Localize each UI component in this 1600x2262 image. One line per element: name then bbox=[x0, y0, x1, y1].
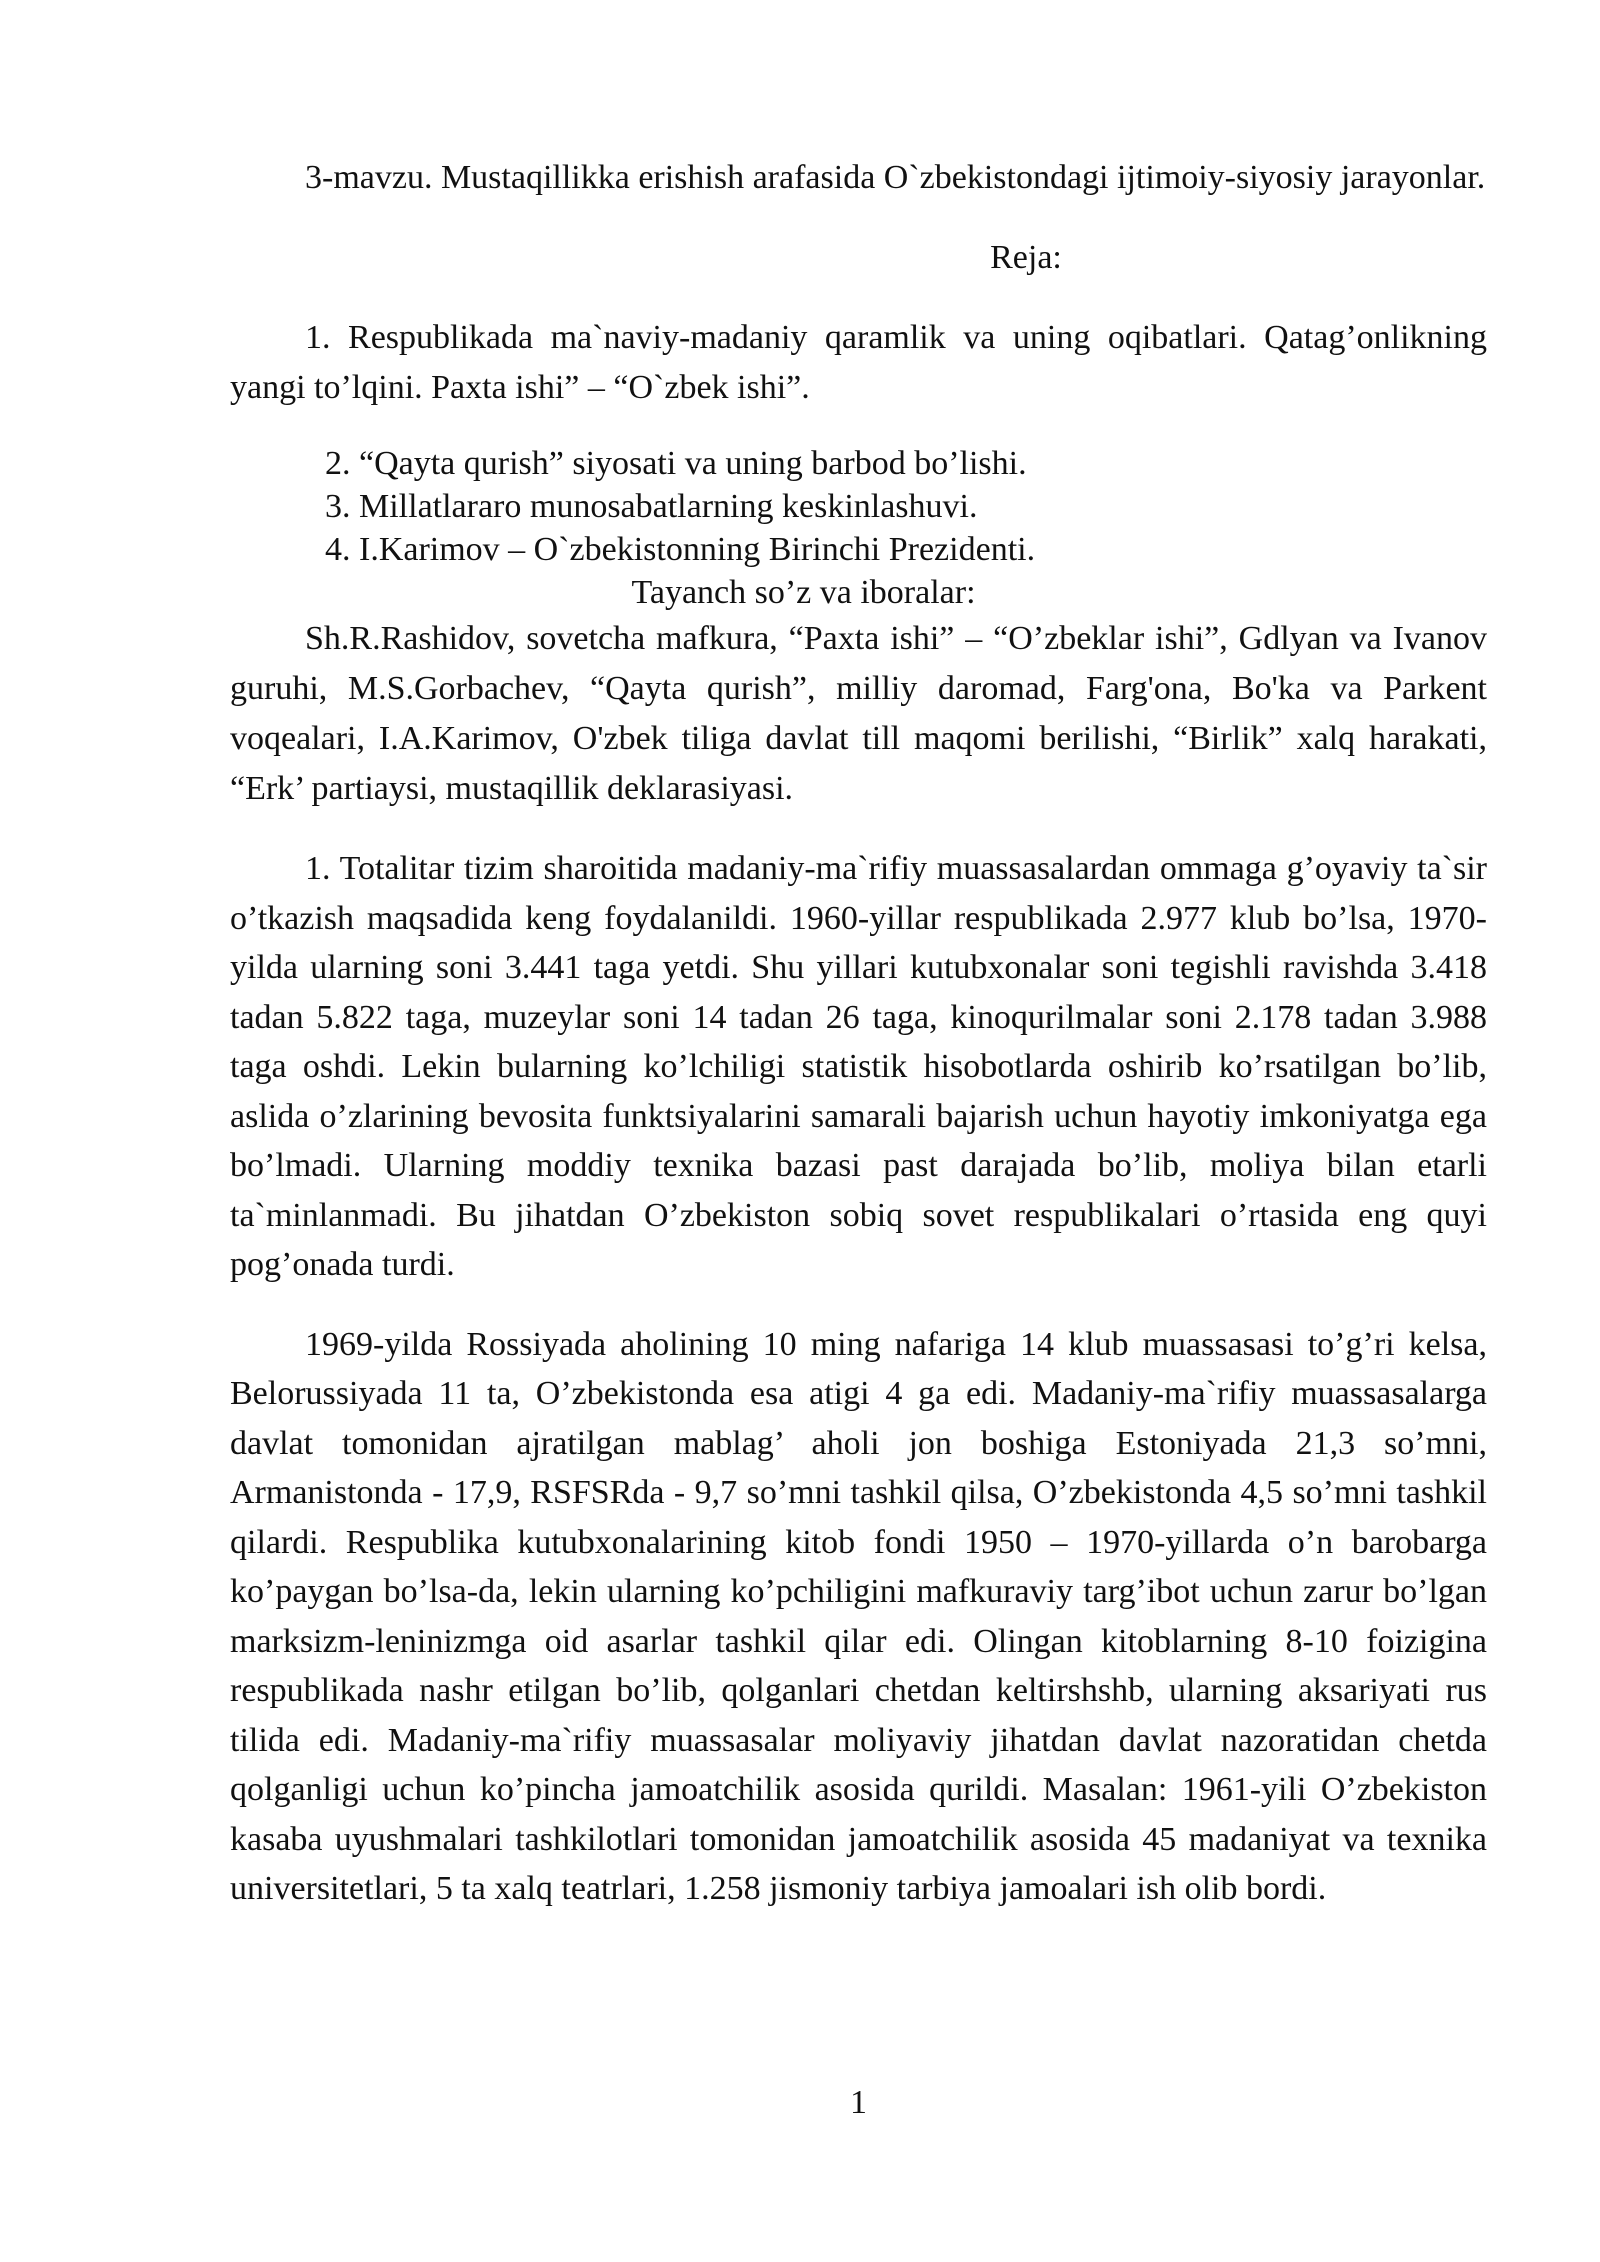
keywords-text: Sh.R.Rashidov, sovetcha mafkura, “Paxta ishi” – “O’zbeklar ishi”, Gdlyan va Ivanov guruhi, M.S.Gorbachev, “Qayta qurish”, milliy daromad, Farg'ona, Bo'ka va Parkent voqealari, I.A.Karimov, O'zbek tiliga davlat till maqomi berilishi, “Birlik” xalq harakati, “Erk’ partiaysi, mustaqillik deklarasiyasi. bbox=[230, 620, 1487, 807]
plan-item: 4. I.Karimov – O`zbekistonning Birinchi Prezidenti. bbox=[325, 531, 1036, 568]
plan-heading: Reja: bbox=[990, 238, 1062, 276]
plan-item: 3. Millatlararo munosabatlarning keskinlashuvi. bbox=[325, 488, 978, 525]
document-body bbox=[230, 153, 1487, 1914]
body-paragraph: 1969-yilda Rossiyada aholining 10 ming nafariga 14 klub muassasasi to’g’ri kelsa, Belorussiyada 11 ta, O’zbekistonda esa atigi 4 ga edi. Madaniy-ma`rifiy muassasalarga davlat tomonidan ajratilgan mablag’ aholi jon boshiga Estoniyada 21,3 so’mni, Armanistonda - 17,9, RSFSRda - 9,7 so’mni tashkil qilsa, O’zbekistonda 4,5 so’mni tashkil qilardi. Respublika kutubxonalarining kitob fondi 1950 – 1970-yillarda o’n barobarga ko’paygan bo’lsa-da, lekin ularning ko’pchiligini mafkuraviy targ’ibot uchun zarur bo’lgan marksizm-leninizmga oid asarlar tashkil qilar edi. Olingan kitoblarning 8-10 foizigina respublikada nashr etilgan bo’lib, qolganlari chetdan keltirshshb, ularning aksariyati rus tilida edi. Madaniy-ma`rifiy muassasalar moliyaviy jihatdan davlat nazoratidan chetda qolganligi uchun ko’pincha jamoatchilik asosida qurildi. Masalan: 1961-yili O’zbekiston kasaba uyushmalari tashkilotlari tomonidan jamoatchilik asosida 45 madaniyat va texnika universitetlari, 5 ta xalq teatrlari, 1.258 jismoniy tarbiya jamoalari ish olib bordi. bbox=[230, 1325, 1487, 1907]
page-number: 1 bbox=[850, 2084, 867, 2121]
plan-item: 2. “Qayta qurish” siyosati va uning barbod bo’lishi. bbox=[325, 445, 1027, 482]
plan-list bbox=[230, 313, 1487, 571]
document-title: 3-mavzu. Mustaqillikka erishish arafasida O`zbekistondagi ijtimoiy-siyosiy jarayonlar. bbox=[305, 159, 1486, 196]
plan-item: 1. Respublikada ma`naviy-madaniy qaramlik va uning oqibatlari. Qatag’onlikning yangi to’lqini. Paxta ishi” – “O`zbek ishi”. bbox=[230, 319, 1487, 406]
keywords-heading: Tayanch so’z va iboralar: bbox=[631, 574, 976, 611]
body-paragraph: 1. Totalitar tizim sharoitida madaniy-ma`rifiy muassasalardan ommaga g’oyaviy ta`sir o’tkazish maqsadida keng foydalanildi. 1960-yillar respublikada 2.977 klub bo’lsa, 1970-yilda ularning soni 3.441 taga yetdi. Shu yillari kutubxonalar soni tegishli ravishda 3.418 tadan 5.822 taga, muzeylar soni 14 tadan 26 taga, kinoqurilmalar soni 2.178 tadan 3.988 taga oshdi. Lekin bularning ko’lchiligi statistik hisobotlarda oshirib ko’rsatilgan bo’lib, aslida o’zlarining bevosita funktsiyalarini samarali bajarish uchun hayotiy imkoniyatga ega bo’lmadi. Ularning moddiy texnika bazasi past darajada bo’lib, moliya bilan etarli ta`minlanmadi. Bu jihatdan O’zbekiston sobiq sovet respublikalari o’rtasida eng quyi pog’onada turdi. bbox=[230, 850, 1487, 1283]
